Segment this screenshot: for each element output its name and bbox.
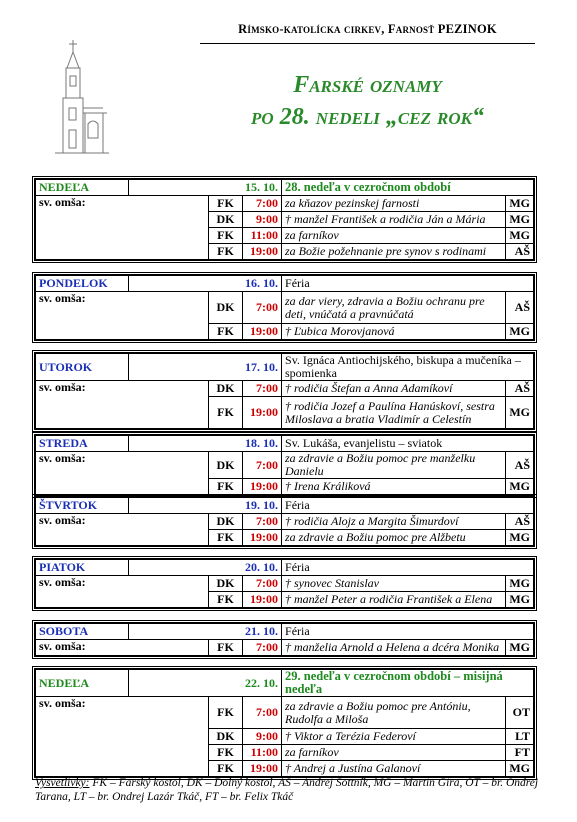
day-date: 15. 10. <box>129 180 282 196</box>
church-code: FK <box>209 196 243 212</box>
mass-time: 7:00 <box>243 640 282 656</box>
mass-time: 11:00 <box>243 745 282 761</box>
mass-intention: † rodičia Jozef a Paulína Hanúskoví, sestra Miloslava a bratia Vladimír a Celestín <box>282 397 506 429</box>
day-block <box>32 176 537 263</box>
day-name: NEDEĽA <box>36 670 129 697</box>
priest-code: OT <box>505 697 533 729</box>
mass-intention: † synovec Stanislav <box>282 576 506 592</box>
day-name: STREDA <box>36 436 129 452</box>
day-table <box>35 275 534 340</box>
mass-time: 9:00 <box>243 729 282 745</box>
day-description: Féria <box>282 624 534 640</box>
legend <box>35 776 540 804</box>
page-title: Farské oznamy <box>293 72 442 98</box>
mass-intention: za Božie požehnanie pre synov s rodinami <box>282 244 506 260</box>
mass-label: sv. omša: <box>36 292 209 340</box>
day-name: SOBOTA <box>36 624 129 640</box>
day-block <box>32 620 537 659</box>
church-code: DK <box>209 576 243 592</box>
day-date: 19. 10. <box>129 498 282 514</box>
mass-label: sv. omša: <box>36 452 209 495</box>
church-code: FK <box>209 324 243 340</box>
mass-row <box>36 514 534 530</box>
mass-time: 19:00 <box>243 244 282 260</box>
priest-code: AŠ <box>506 514 534 530</box>
day-header-row <box>36 180 534 196</box>
church-code: FK <box>209 592 243 608</box>
day-name: PONDELOK <box>36 276 129 292</box>
mass-time: 19:00 <box>243 592 282 608</box>
church-code: DK <box>209 212 243 228</box>
day-name: ŠTVRTOK <box>36 498 129 514</box>
mass-intention: za farníkov <box>282 745 506 761</box>
church-code: FK <box>209 761 243 777</box>
legend-text: FK – Farský kostol, DK – Dolný kostol, AŠ – Andrej Šottník, MG – Martin Gira, OT – br. Ondrej Tarana, LT – br. Ondrej Lazár Tkáč, FT – br. Felix Tkáč <box>35 777 539 803</box>
church-code: FK <box>209 530 243 546</box>
day-block <box>32 432 537 498</box>
day-description: 28. nedeľa v cezročnom období <box>282 180 534 196</box>
day-header-row <box>36 354 534 381</box>
day-description: Sv. Ignáca Antiochijského, biskupa a mučeníka – spomienka <box>282 354 534 381</box>
day-description: Sv. Lukáša, evanjelistu – sviatok <box>282 436 534 452</box>
day-date: 17. 10. <box>129 354 282 381</box>
day-table <box>35 623 534 656</box>
priest-code: AŠ <box>505 381 533 397</box>
church-code: FK <box>209 397 243 429</box>
day-date: 16. 10. <box>129 276 282 292</box>
mass-label: sv. omša: <box>36 697 209 777</box>
mass-row <box>36 576 534 592</box>
day-date: 20. 10. <box>129 560 282 576</box>
day-name: UTOROK <box>36 354 129 381</box>
mass-intention: † manžel František a rodičia Ján a Mária <box>282 212 506 228</box>
mass-intention: za farníkov <box>282 228 506 244</box>
day-description: Féria <box>282 276 534 292</box>
priest-code: FT <box>505 745 533 761</box>
day-date: 21. 10. <box>129 624 282 640</box>
mass-time: 19:00 <box>243 479 282 495</box>
priest-code: MG <box>505 479 533 495</box>
mass-time: 19:00 <box>243 397 282 429</box>
mass-label: sv. omša: <box>36 514 209 546</box>
mass-time: 7:00 <box>243 697 282 729</box>
mass-intention: † rodičia Alojz a Margita Šimurdoví <box>282 514 506 530</box>
day-table <box>35 669 534 777</box>
day-table <box>35 497 534 546</box>
mass-row <box>36 697 534 729</box>
day-name: PIATOK <box>36 560 129 576</box>
mass-label: sv. omša: <box>36 640 209 656</box>
church-code: DK <box>209 381 243 397</box>
mass-time: 9:00 <box>243 212 282 228</box>
priest-code: MG <box>505 397 533 429</box>
priest-code: AŠ <box>506 292 534 324</box>
day-description: 29. nedeľa v cezročnom období – misijná nedeľa <box>282 670 534 697</box>
mass-intention: za zdravie a Božiu pomoc pre Alžbetu <box>282 530 506 546</box>
mass-time: 19:00 <box>243 530 282 546</box>
mass-time: 7:00 <box>243 576 282 592</box>
priest-code: AŠ <box>505 452 533 479</box>
day-block <box>32 666 537 780</box>
day-description: Féria <box>282 560 534 576</box>
priest-code: MG <box>505 761 533 777</box>
day-header-row <box>36 436 534 452</box>
legend-label: Vysvetlivky: <box>35 777 90 789</box>
mass-time: 19:00 <box>243 761 282 777</box>
mass-intention: † manželia Arnold a Helena a dcéra Monika <box>282 640 506 656</box>
mass-intention: za kňazov pezinskej farnosti <box>282 196 506 212</box>
priest-code: MG <box>506 324 534 340</box>
church-tower-logo <box>45 38 115 158</box>
day-name: NEDEĽA <box>36 180 129 196</box>
mass-time: 7:00 <box>243 381 282 397</box>
church-code: DK <box>209 514 243 530</box>
church-code: DK <box>209 452 243 479</box>
mass-row <box>36 292 534 324</box>
priest-code: MG <box>506 576 534 592</box>
church-code: DK <box>209 292 243 324</box>
mass-label: sv. omša: <box>36 196 209 260</box>
mass-time: 7:00 <box>243 514 282 530</box>
day-table <box>35 353 534 429</box>
day-block <box>32 494 537 549</box>
day-description: Féria <box>282 498 534 514</box>
mass-intention: † rodičia Štefan a Anna Adamíkoví <box>282 381 506 397</box>
page-subtitle: po 28. nedeli „cez rok“ <box>251 104 484 130</box>
priest-code: MG <box>505 196 533 212</box>
priest-code: MG <box>506 592 534 608</box>
mass-label: sv. omša: <box>36 381 209 429</box>
mass-intention: † Ľubica Morovjanová <box>282 324 506 340</box>
day-date: 18. 10. <box>129 436 282 452</box>
day-table <box>35 179 534 260</box>
day-block <box>32 350 537 432</box>
mass-intention: za zdravie a Božiu pomoc pre manželku Danielu <box>282 452 506 479</box>
parish-header: Rímsko-katolícka cirkev, Farnosť PEZINOK <box>200 22 535 44</box>
day-header-row <box>36 670 534 697</box>
mass-time: 7:00 <box>243 452 282 479</box>
day-header-row <box>36 560 534 576</box>
church-code: FK <box>209 479 243 495</box>
mass-intention: † manžel Peter a rodičia František a Elena <box>282 592 506 608</box>
day-block <box>32 272 537 343</box>
day-date: 22. 10. <box>129 670 282 697</box>
church-code: FK <box>209 745 243 761</box>
priest-code: MG <box>505 212 533 228</box>
mass-time: 7:00 <box>243 292 282 324</box>
day-header-row <box>36 276 534 292</box>
mass-time: 7:00 <box>243 196 282 212</box>
mass-label: sv. omša: <box>36 576 209 608</box>
priest-code: AŠ <box>505 244 533 260</box>
mass-row <box>36 196 534 212</box>
mass-row <box>36 640 534 656</box>
priest-code: MG <box>506 530 534 546</box>
day-block <box>32 556 537 611</box>
church-code: DK <box>209 729 243 745</box>
mass-intention: za zdravie a Božiu pomoc pre Antóniu, Rudolfa a Miloša <box>282 697 506 729</box>
day-table <box>35 435 534 495</box>
day-header-row <box>36 498 534 514</box>
priest-code: MG <box>505 228 533 244</box>
mass-intention: za dar viery, zdravia a Božiu ochranu pre deti, vnúčatá a pravnúčatá <box>282 292 506 324</box>
mass-row <box>36 452 534 479</box>
church-code: FK <box>209 697 243 729</box>
mass-intention: † Irena Králiková <box>282 479 506 495</box>
church-code: FK <box>209 244 243 260</box>
mass-intention: † Andrej a Justína Galanoví <box>282 761 506 777</box>
mass-intention: † Viktor a Terézia Federoví <box>282 729 506 745</box>
church-code: FK <box>209 640 243 656</box>
mass-row <box>36 381 534 397</box>
priest-code: MG <box>506 640 534 656</box>
priest-code: LT <box>505 729 533 745</box>
mass-time: 11:00 <box>243 228 282 244</box>
mass-time: 19:00 <box>243 324 282 340</box>
church-code: FK <box>209 228 243 244</box>
day-header-row <box>36 624 534 640</box>
day-table <box>35 559 534 608</box>
